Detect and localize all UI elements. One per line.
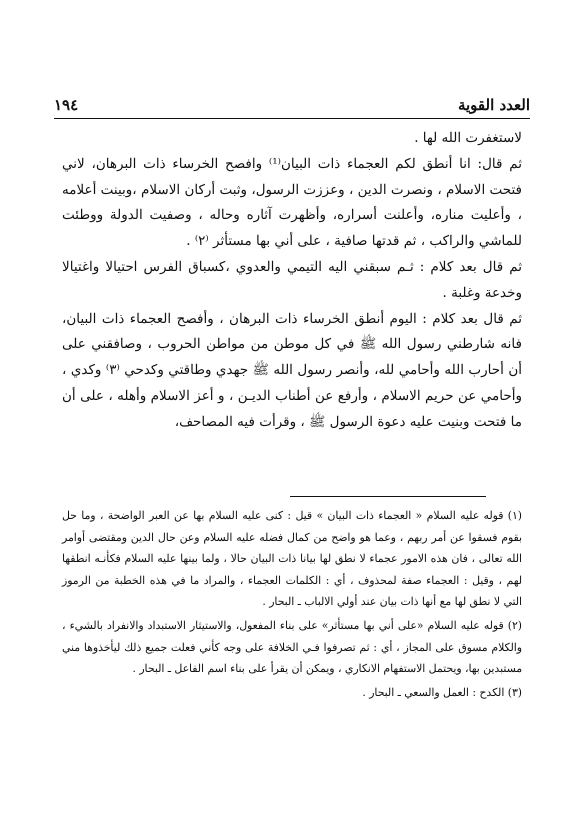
book-title: العدد القوية bbox=[457, 96, 530, 114]
footnotes bbox=[62, 505, 522, 705]
footnote-separator bbox=[290, 496, 486, 497]
page-number: ١٩٤ bbox=[54, 96, 79, 114]
paragraph: ثم قال بعد كلام : ثـم سبقني اليه التيمي والعدوي ،كسباق الفرس احتيالا واغتيالا وخدعة وغلبة . bbox=[62, 258, 522, 301]
header-rule bbox=[54, 118, 530, 119]
page-header bbox=[54, 92, 530, 118]
paragraph: لاستغفرت الله لها . bbox=[414, 130, 522, 146]
footnote: (٣) الكدح : العمل والسعي ـ البحار . bbox=[362, 685, 522, 699]
footnote: (١) قوله عليه السلام « العجماء ذات البيان » قيل : كنى عليه السلام بها عن العبر الواضحة ، وما حل بقوم فسقوا عن أمر ربهم ، وعما هو واضح من كمال فضله عليه السلام وعن حال الدين ومقتضى أوامر الله تعالى ، فان هذه الامور عجماء لا نطق لها بيانا ذات البيان حالا ، ولما بينها عليه السلام فكأنـه انطقها لهم ، وقيل : العجماء صفة لمحذوف ، أي : الكلمات العجماء ، والمراد ما في هذه الخطبة من الرموز التي لا نطق لها مع أنها ذات بيان عند أولي الالباب ـ البحار . bbox=[62, 509, 522, 609]
paragraph: ثم قال بعد كلام : اليوم أنطق الخرساء ذات البرهان ، وأفصح العجماء ذات البيان، فانه شارطني رسول الله ﷺ في كل موطن من مواطن الحروب ، وصافقني على أن أحارب الله وأحامي لله، وأنصر رسول الله ﷺ جهدي وطاقتي وكدحي ⁽٣⁾ وكدي ، وأحامي عن حريم الاسلام ، وأرفع عن أطناب الديـن ، و أعز الاسلام وأهله ، على أن ما فتحت وبنيت عليه دعوة الرسول ﷺ ، وقرأت فيه المصاحف، bbox=[62, 310, 522, 430]
footnote: (٢) قوله عليه السلام «على أني بها مستأثر» على بناء المفعول، والاستيثار الاستبداد والانفراد بالشيء ، والكلام مسوق على المجاز ، أي : ثم تصرفوا فـي الخلافة على وجه كأني فعلت جميع ذلك ليأخذوها مني مستبدين بها، ويحتمل الاستفهام الانكاري ، ويمكن أن يقرأ على بناء اسم الفاعل ـ البحار . bbox=[62, 618, 522, 676]
main-text bbox=[62, 126, 522, 436]
paragraph: ثم قال: انا أنطق لكم العجماء ذات البيان⁽¹⁾ وافصح الخرساء ذات البرهان، لاني فتحت الاسلام ، ونصرت الدين ، وعززت الرسول، وثبت أركان الاسلام ،وبينت أعلامه ، وأعليت مناره، وأعلنت أسراره، وأظهرت آثاره وحاله ، وصفيت الدولة ووطئت للماشي والراكب ، ثم قدتها صافية ، على أني بها مستأثر ⁽٢⁾ . bbox=[62, 155, 523, 250]
